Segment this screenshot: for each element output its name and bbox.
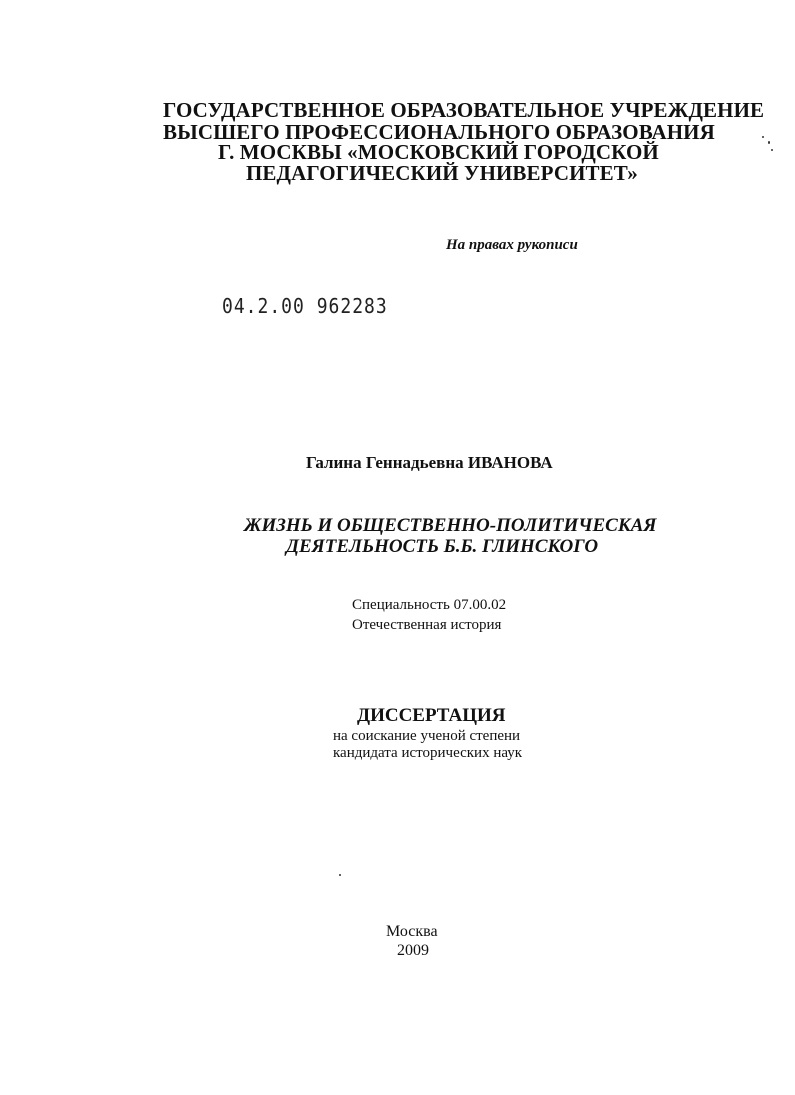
dissertation-title-line-2: ДЕЯТЕЛЬНОСТЬ Б.Б. ГЛИНСКОГО [286, 536, 599, 557]
institution-line-3: Г. МОСКВЫ «МОСКОВСКИЙ ГОРОДСКОЙ [218, 140, 659, 164]
scan-speck [339, 874, 341, 876]
institution-line-2: ВЫСШЕГО ПРОФЕССИОНАЛЬНОГО ОБРАЗОВАНИЯ [163, 120, 715, 144]
degree-line-2: кандидата исторических наук [333, 745, 523, 761]
scan-speck [762, 136, 764, 138]
scan-speck [771, 149, 773, 151]
specialty-name: Отечественная история [352, 617, 502, 633]
dissertation-title-line-1: ЖИЗНЬ И ОБЩЕСТВЕННО-ПОЛИТИЧЕСКАЯ [244, 515, 657, 536]
publication-year: 2009 [397, 942, 429, 959]
place-of-publication: Москва [386, 923, 438, 940]
author-name: Галина Геннадьевна ИВАНОВА [306, 453, 553, 472]
catalog-number: 04.2.00 962283 [222, 294, 388, 319]
degree-line-1: на соискание ученой степени [333, 728, 521, 744]
scan-speck [768, 141, 770, 144]
dissertation-heading: ДИССЕРТАЦИЯ [357, 705, 506, 726]
institution-line-1: ГОСУДАРСТВЕННОЕ ОБРАЗОВАТЕЛЬНОЕ УЧРЕЖДЕНИЕ [163, 98, 765, 122]
institution-line-4: ПЕДАГОГИЧЕСКИЙ УНИВЕРСИТЕТ» [246, 161, 638, 185]
specialty-code: Специальность 07.00.02 [352, 597, 507, 613]
manuscript-note: На правах рукописи [446, 237, 578, 253]
